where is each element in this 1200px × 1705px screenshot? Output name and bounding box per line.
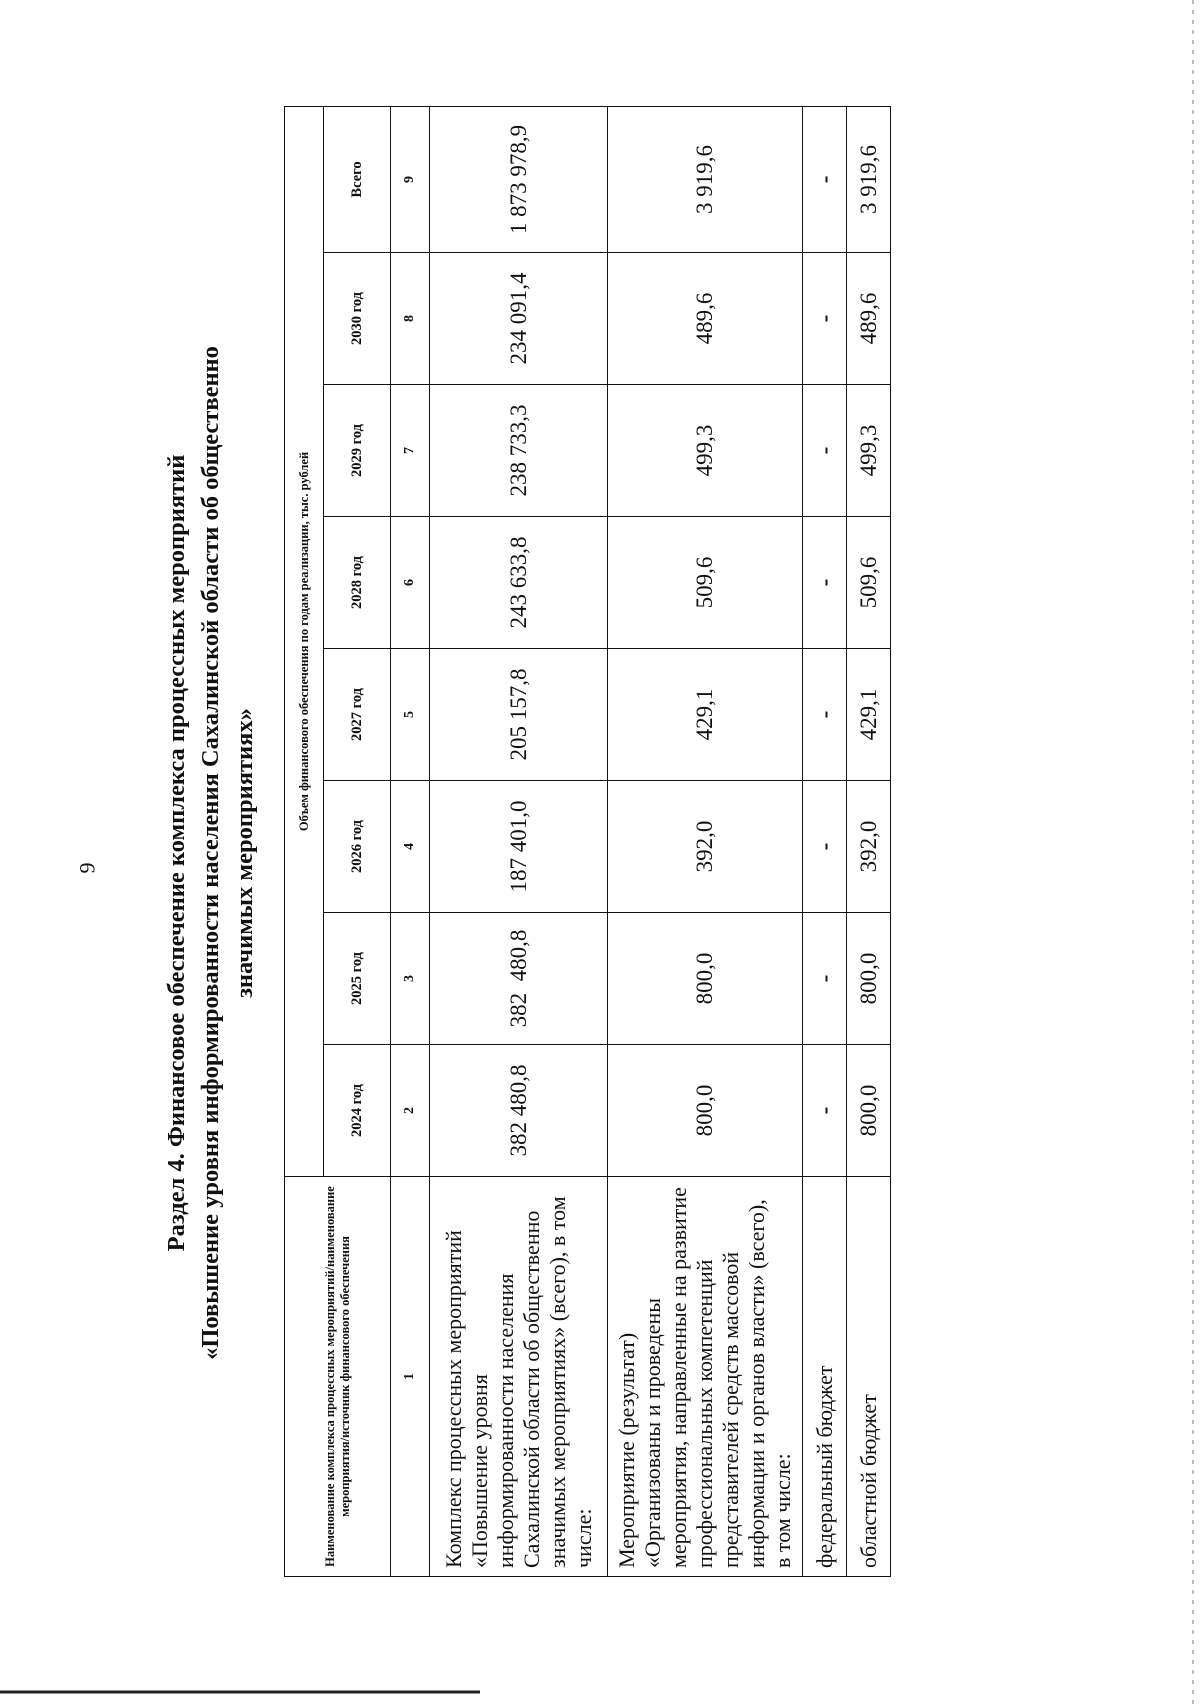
row-value: - [803, 913, 847, 1045]
table-row-complex [430, 106, 608, 1576]
header-year: 2024 год [324, 1045, 391, 1177]
title-line-3: значимых мероприятиях» [231, 708, 258, 998]
financing-table [284, 106, 891, 1577]
row-value: 382 480,8 [430, 913, 608, 1045]
row-value: 489,6 [608, 253, 803, 385]
header-row-1 [285, 106, 324, 1576]
row-name: Комплекс процессных мероприятий «Повышение уровня информированности населения Сахалинской области об общественно значимых мероприятиях» (всего), в том числе: [430, 1177, 608, 1577]
title-line-1: Раздел 4. Финансовое обеспечение комплекса процессных мероприятий [163, 454, 190, 1252]
row-value: - [803, 1045, 847, 1177]
table-row-measure [608, 106, 803, 1576]
header-year: 2029 год [324, 385, 391, 517]
row-value: 499,3 [847, 385, 891, 517]
header-year: 2028 год [324, 517, 391, 649]
column-number: 8 [391, 253, 430, 385]
row-value: 429,1 [608, 649, 803, 781]
row-value: - [803, 385, 847, 517]
table-row-regional [847, 106, 891, 1576]
row-value: 509,6 [847, 517, 891, 649]
row-total: 3 919,6 [847, 106, 891, 252]
header-year: 2026 год [324, 781, 391, 913]
header-name: Наименование комплекса процессных мероприятий/наименование мероприятия/источник финансового обеспечения [285, 1177, 391, 1577]
row-value: 429,1 [847, 649, 891, 781]
row-value: - [803, 517, 847, 649]
header-volume: Объем финансового обеспечения по годам реализации, тыс. рублей [285, 106, 324, 1176]
row-value: 234 091,4 [430, 253, 608, 385]
row-value: 489,6 [847, 253, 891, 385]
row-value: 800,0 [608, 913, 803, 1045]
column-number: 9 [391, 106, 430, 252]
header-total: Всего [324, 106, 391, 252]
row-name: областной бюджет [847, 1177, 891, 1577]
row-value: 392,0 [608, 781, 803, 913]
row-value: 392,0 [847, 781, 891, 913]
row-total: 3 919,6 [608, 106, 803, 252]
row-value: 382 480,8 [430, 1045, 608, 1177]
column-number: 4 [391, 781, 430, 913]
row-value: 800,0 [847, 1045, 891, 1177]
column-number: 1 [391, 1177, 430, 1577]
header-year: 2027 год [324, 649, 391, 781]
row-value: - [803, 649, 847, 781]
row-value: 243 633,8 [430, 517, 608, 649]
title-line-2: «Повышение уровня информированности населения Сахалинской области об общественно [197, 346, 224, 1360]
row-name: федеральный бюджет [803, 1177, 847, 1577]
header-year: 2025 год [324, 913, 391, 1045]
column-number: 6 [391, 517, 430, 649]
row-value: 800,0 [847, 913, 891, 1045]
page-number: 9 [74, 862, 100, 874]
row-total: 1 873 978,9 [430, 106, 608, 252]
row-name: Мероприятие (результат) «Организованы и проведены мероприятия, направленные на развитие профессиональных компетенций представителей средств массовой информации и органов власти» (всего), в том числе: [608, 1177, 803, 1577]
rotated-page-content [100, 73, 1100, 1633]
row-value: 509,6 [608, 517, 803, 649]
row-value: 499,3 [608, 385, 803, 517]
column-number: 7 [391, 385, 430, 517]
row-value: 238 733,3 [430, 385, 608, 517]
row-value: - [803, 253, 847, 385]
table-row-federal [803, 106, 847, 1576]
column-number: 5 [391, 649, 430, 781]
header-row-numbers [391, 106, 430, 1576]
row-value: 800,0 [608, 1045, 803, 1177]
column-number: 2 [391, 1045, 430, 1177]
column-number: 3 [391, 913, 430, 1045]
row-value: 187 401,0 [430, 781, 608, 913]
row-value: 205 157,8 [430, 649, 608, 781]
header-year: 2030 год [324, 253, 391, 385]
row-value: - [803, 781, 847, 913]
row-total: - [803, 106, 847, 252]
section-title [160, 73, 262, 1633]
